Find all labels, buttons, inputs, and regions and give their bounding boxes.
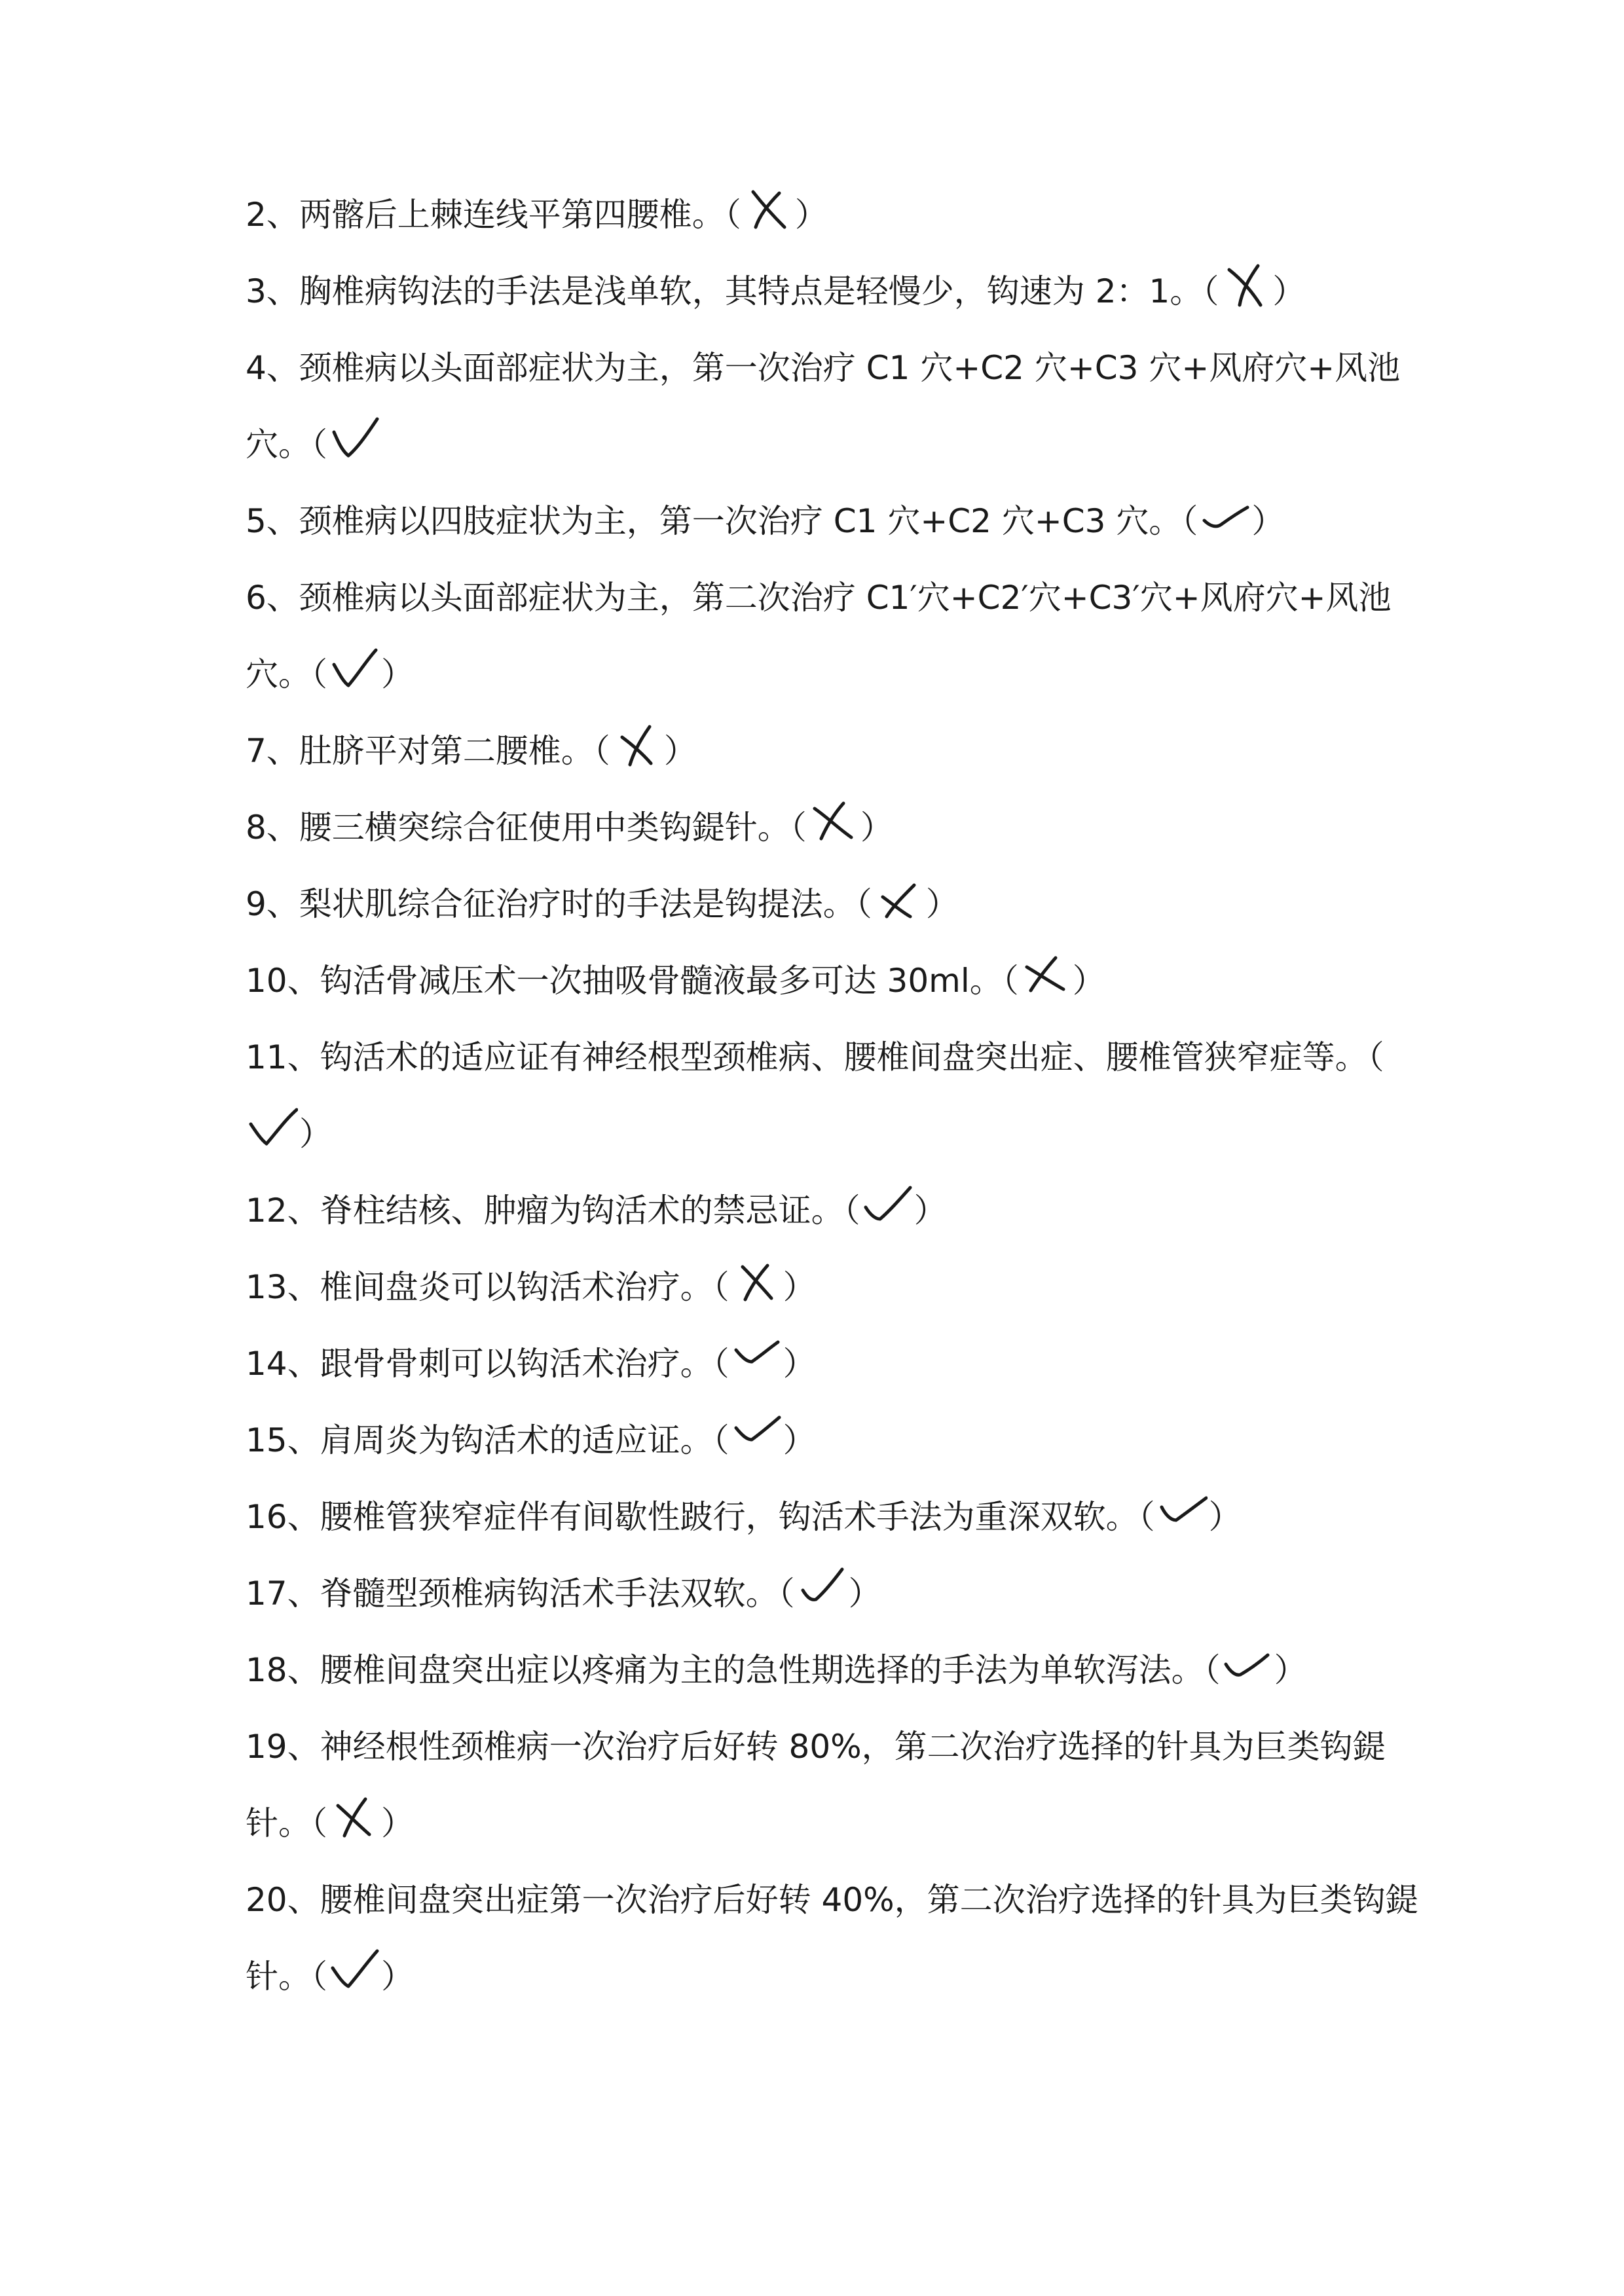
question-18 [246,1632,1431,1709]
check-mark-icon [329,645,380,692]
question-text: 11、钩活术的适应证有神经根型颈椎病、腰椎间盘突出症、腰椎管狭窄症等。（ [246,1038,1384,1076]
cross-mark-icon [1220,262,1271,309]
question-text: 15、肩周炎为钩活术的适应证。（ [246,1421,729,1459]
cross-mark-icon [731,1258,782,1305]
question-6 [246,560,1431,713]
question-text: 4、颈椎病以头面部症状为主，第一次治疗 C1 穴+C2 穴+C3 穴+风府穴+风池穴。（ [246,349,1401,464]
question-19 [246,1709,1431,1862]
close-paren: ） [381,655,414,693]
check-mark-icon [731,1411,782,1458]
question-text: 14、跟骨骨刺可以钩活术治疗。（ [246,1345,729,1383]
question-text: 12、脊柱结核、肿瘤为钩活术的禁忌证。（ [246,1192,860,1230]
close-paren: ） [794,196,828,234]
close-paren: ） [663,732,697,770]
check-mark-icon [329,1947,380,1994]
question-4 [246,330,1431,483]
close-paren: ） [381,1958,414,1995]
question-15 [246,1402,1431,1479]
check-mark-icon [862,1181,913,1228]
question-3 [246,253,1431,330]
question-14 [246,1326,1431,1402]
close-paren: ） [299,1115,332,1153]
question-text: 13、椎间盘炎可以钩活术治疗。（ [246,1268,729,1306]
question-8 [246,790,1431,866]
check-mark-icon [1156,1487,1208,1535]
question-9 [246,866,1431,943]
close-paren: ） [783,1421,816,1459]
question-text: 16、腰椎管狭窄症伴有间歇性跛行，钩活术手法为重深双软。（ [246,1498,1155,1536]
check-mark-icon [796,1564,847,1611]
question-text: 5、颈椎病以四肢症状为主，第一次治疗 C1 穴+C2 穴+C3 穴。（ [246,502,1198,540]
check-mark-icon [247,1104,298,1152]
close-paren: ） [381,1804,414,1842]
question-12 [246,1173,1431,1249]
close-paren: ） [1272,272,1306,310]
question-text: 3、胸椎病钩法的手法是浅单软，其特点是轻慢少，钩速为 2：1。（ [246,272,1219,310]
question-5 [246,483,1431,560]
question-11 [246,1019,1431,1173]
check-mark-icon [731,1334,782,1381]
question-2 [246,177,1431,253]
question-7 [246,713,1431,790]
question-text: 10、钩活骨减压术一次抽吸骨髓液最多可达 30ml。（ [246,962,1019,1000]
question-10 [246,943,1431,1019]
cross-mark-icon [874,875,925,922]
question-16 [246,1479,1431,1556]
close-paren: ） [1072,962,1105,1000]
close-paren: ） [783,1345,816,1383]
cross-mark-icon [808,798,859,845]
question-text: 6、颈椎病以头面部症状为主，第二次治疗 C1′穴+C2′穴+C3′穴+风府穴+风池穴。（ [246,579,1392,693]
question-text: 9、梨状肌综合征治疗时的手法是钩提法。（ [246,885,872,923]
check-mark-icon [1222,1641,1273,1688]
question-text: 19、神经根性颈椎病一次治疗后好转 80%，第二次治疗选择的针具为巨类钩鍉针。（ [246,1728,1386,1842]
close-paren: ） [783,1268,816,1306]
close-paren: ） [860,809,893,847]
close-paren: ） [1251,502,1285,540]
question-text: 20、腰椎间盘突出症第一次治疗后好转 40%，第二次治疗选择的针具为巨类钩鍉针。（ [246,1881,1418,1995]
check-mark-icon [329,415,380,462]
question-text: 8、腰三横突综合征使用中类钩鍉针。（ [246,809,807,847]
close-paren: ） [1274,1651,1307,1689]
check-mark-icon [1199,492,1250,539]
close-paren: ） [848,1575,881,1613]
close-paren: ） [913,1192,947,1230]
question-text: 7、肚脐平对第二腰椎。（ [246,732,610,770]
question-13 [246,1249,1431,1326]
close-paren: ） [925,885,959,923]
question-17 [246,1556,1431,1632]
question-text: 17、脊髓型颈椎病钩活术手法双软。（ [246,1575,795,1613]
question-text: 2、两髂后上棘连线平第四腰椎。（ [246,196,741,234]
question-20 [246,1862,1431,2015]
cross-mark-icon [329,1794,380,1841]
cross-mark-icon [1020,951,1071,998]
close-paren: ） [1208,1498,1242,1536]
cross-mark-icon [612,721,663,769]
question-text: 18、腰椎间盘突出症以疼痛为主的急性期选择的手法为单软泻法。（ [246,1651,1221,1689]
cross-mark-icon [743,185,794,232]
